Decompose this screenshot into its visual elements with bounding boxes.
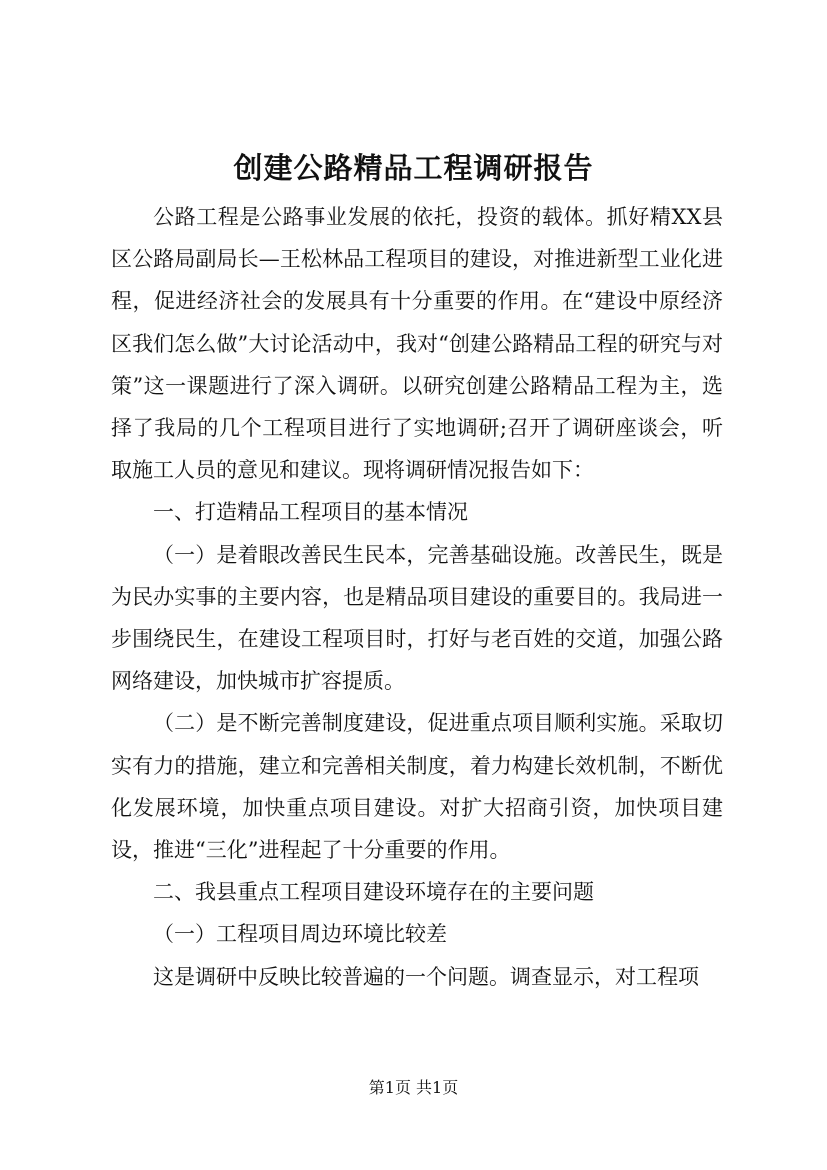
page-number-footer: 第1页 共1页	[368, 1078, 459, 1097]
paragraph-continued: 这是调研中反映比较普遍的一个问题。调查显示，对工程项	[153, 964, 699, 989]
subsection-heading-1: （一）工程项目周边环境比较差	[153, 922, 447, 947]
section-heading-2: 二、我县重点工程项目建设环境存在的主要问题	[153, 880, 594, 905]
paragraph-intro: 公路工程是公路事业发展的依托，投资的载体。抓好精XX县区公路局副局长—王松林品工程项目的建设，对推进新型工业化进程，促进经济社会的发展具有十分重要的作用。在“建设中原经济区我们怎么做”大讨论活动中，我对“创建公路精品工程的研究与对策”这一课题进行了深入调研。以研究创建公路精品工程为主，选择了我局的几个工程项目进行了实地调研;召开了调研座谈会，听取施工人员的意见和建议。现将调研情况报告如下：	[111, 205, 723, 483]
section-heading-1: 一、打造精品工程项目的基本情况	[153, 500, 468, 525]
document-title: 创建公路精品工程调研报告	[233, 151, 594, 185]
document-body	[111, 196, 723, 998]
paragraph-item-2: （二）是不断完善制度建设，促进重点项目顺利实施。采取切实有力的措施，建立和完善相关制度，着力构建长效机制，不断优化发展环境，加快重点项目建设。对扩大招商引资，加快项目建设，推进“三化”进程起了十分重要的作用。	[111, 711, 723, 863]
paragraph-item-1: （一）是着眼改善民生民本，完善基础设施。改善民生，既是为民办实事的主要内容，也是精品项目建设的重要目的。我局进一步围绕民生，在建设工程项目时，打好与老百姓的交道，加强公路网络建设，加快城市扩容提质。	[111, 542, 723, 694]
